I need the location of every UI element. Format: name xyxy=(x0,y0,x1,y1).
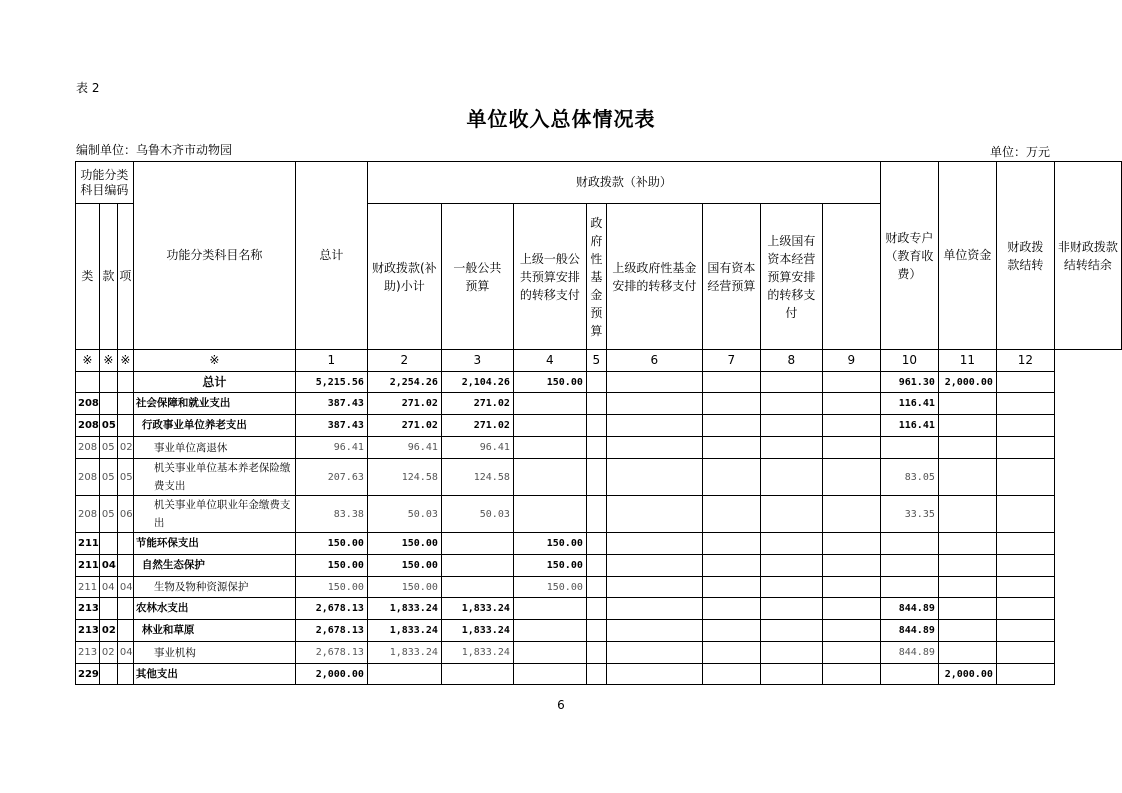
cell-special-fiscal xyxy=(822,533,880,555)
index-col-12: 12 xyxy=(996,350,1054,372)
cell-upper-state-capital-transfer xyxy=(760,577,822,598)
cell-gov-fund-budget xyxy=(586,664,606,685)
cell-nonfiscal-carryover xyxy=(996,496,1054,533)
cell-xiang xyxy=(117,620,133,642)
cell-gov-fund-budget xyxy=(586,642,606,664)
cell-total: 150.00 xyxy=(295,577,367,598)
cell-kuan xyxy=(99,533,117,555)
cell-general-budget xyxy=(441,664,513,685)
cell-fiscal-subtotal: 271.02 xyxy=(367,415,441,437)
cell-total: 2,678.13 xyxy=(295,598,367,620)
cell-upper-gov-fund-transfer xyxy=(606,533,702,555)
cell-upper-general-transfer xyxy=(513,393,586,415)
header-special-fiscal: 财政专户（教育收费） xyxy=(880,162,938,350)
cell-unit-funds xyxy=(880,533,938,555)
cell-carryover xyxy=(938,642,996,664)
index-col-9: 9 xyxy=(822,350,880,372)
cell-kuan xyxy=(99,393,117,415)
cell-unit-funds xyxy=(880,664,938,685)
cell-lei: 229 xyxy=(76,664,100,685)
cell-special-fiscal xyxy=(822,393,880,415)
table-row xyxy=(76,577,1122,598)
table-row xyxy=(76,372,1122,393)
cell-xiang xyxy=(117,415,133,437)
cell-nonfiscal-carryover xyxy=(996,533,1054,555)
cell-state-capital-budget xyxy=(702,533,760,555)
cell-upper-gov-fund-transfer xyxy=(606,415,702,437)
cell-nonfiscal-carryover xyxy=(996,664,1054,685)
index-name: ※ xyxy=(133,350,295,372)
cell-total: 2,678.13 xyxy=(295,620,367,642)
org-label: 编制单位：乌鲁木齐市动物园 xyxy=(76,143,233,157)
cell-total: 387.43 xyxy=(295,415,367,437)
cell-upper-state-capital-transfer xyxy=(760,496,822,533)
cell-nonfiscal-carryover xyxy=(996,555,1054,577)
cell-carryover: 2,000.00 xyxy=(938,664,996,685)
cell-nonfiscal-carryover xyxy=(996,372,1054,393)
cell-xiang xyxy=(117,555,133,577)
cell-special-fiscal xyxy=(822,664,880,685)
cell-xiang xyxy=(117,598,133,620)
cell-upper-state-capital-transfer xyxy=(760,555,822,577)
index-col-2: 2 xyxy=(367,350,441,372)
index-col-7: 7 xyxy=(702,350,760,372)
cell-total: 150.00 xyxy=(295,555,367,577)
cell-upper-state-capital-transfer xyxy=(760,620,822,642)
cell-gov-fund-budget xyxy=(586,598,606,620)
table-row xyxy=(76,496,1122,533)
cell-total: 2,000.00 xyxy=(295,664,367,685)
cell-upper-general-transfer: 150.00 xyxy=(513,372,586,393)
cell-func-name: 农林水支出 xyxy=(133,598,295,620)
header-xiang: 项 xyxy=(117,204,133,350)
cell-general-budget: 271.02 xyxy=(441,393,513,415)
table-row xyxy=(76,459,1122,496)
cell-upper-gov-fund-transfer xyxy=(606,496,702,533)
header-state-capital-budget: 国有资本经营预算 xyxy=(702,204,760,350)
cell-total: 5,215.56 xyxy=(295,372,367,393)
table-row xyxy=(76,642,1122,664)
cell-lei xyxy=(76,372,100,393)
cell-state-capital-budget xyxy=(702,620,760,642)
cell-state-capital-budget xyxy=(702,459,760,496)
cell-total: 150.00 xyxy=(295,533,367,555)
cell-kuan: 05 xyxy=(99,437,117,459)
header-nonfiscal-carryover: 非财政拨款结转结余 xyxy=(1054,162,1121,350)
cell-fiscal-subtotal: 2,254.26 xyxy=(367,372,441,393)
cell-unit-funds xyxy=(880,437,938,459)
cell-general-budget xyxy=(441,577,513,598)
cell-general-budget: 124.58 xyxy=(441,459,513,496)
cell-upper-state-capital-transfer xyxy=(760,533,822,555)
cell-general-budget xyxy=(441,555,513,577)
header-kuan: 款 xyxy=(99,204,117,350)
cell-fiscal-subtotal: 271.02 xyxy=(367,393,441,415)
cell-gov-fund-budget xyxy=(586,393,606,415)
cell-special-fiscal xyxy=(822,598,880,620)
cell-xiang: 05 xyxy=(117,459,133,496)
cell-general-budget: 1,833.24 xyxy=(441,620,513,642)
cell-unit-funds xyxy=(880,555,938,577)
cell-state-capital-budget xyxy=(702,393,760,415)
cell-special-fiscal xyxy=(822,372,880,393)
cell-fiscal-subtotal: 124.58 xyxy=(367,459,441,496)
cell-fiscal-subtotal: 1,833.24 xyxy=(367,620,441,642)
header-total: 总计 xyxy=(295,162,367,350)
table-label: 表 2 xyxy=(76,81,100,95)
cell-upper-state-capital-transfer xyxy=(760,437,822,459)
index-col-3: 3 xyxy=(441,350,513,372)
cell-state-capital-budget xyxy=(702,577,760,598)
cell-fiscal-subtotal: 96.41 xyxy=(367,437,441,459)
cell-upper-state-capital-transfer xyxy=(760,393,822,415)
cell-upper-state-capital-transfer xyxy=(760,598,822,620)
income-table xyxy=(75,161,1122,685)
index-col-6: 6 xyxy=(606,350,702,372)
cell-upper-state-capital-transfer xyxy=(760,415,822,437)
cell-upper-gov-fund-transfer xyxy=(606,642,702,664)
cell-kuan: 04 xyxy=(99,577,117,598)
cell-gov-fund-budget xyxy=(586,459,606,496)
cell-kuan: 04 xyxy=(99,555,117,577)
cell-lei: 208 xyxy=(76,415,100,437)
cell-special-fiscal xyxy=(822,555,880,577)
cell-gov-fund-budget xyxy=(586,620,606,642)
header-gov-fund-budget: 政府性基金预算 xyxy=(586,204,606,350)
cell-general-budget: 1,833.24 xyxy=(441,598,513,620)
cell-total: 83.38 xyxy=(295,496,367,533)
cell-func-name: 社会保障和就业支出 xyxy=(133,393,295,415)
cell-upper-general-transfer xyxy=(513,620,586,642)
cell-general-budget: 2,104.26 xyxy=(441,372,513,393)
cell-nonfiscal-carryover xyxy=(996,415,1054,437)
cell-upper-general-transfer xyxy=(513,437,586,459)
index-xiang: ※ xyxy=(117,350,133,372)
cell-upper-general-transfer xyxy=(513,459,586,496)
cell-carryover xyxy=(938,577,996,598)
cell-upper-general-transfer xyxy=(513,415,586,437)
cell-state-capital-budget xyxy=(702,664,760,685)
cell-state-capital-budget xyxy=(702,437,760,459)
cell-func-name: 事业机构 xyxy=(133,642,295,664)
cell-xiang xyxy=(117,372,133,393)
cell-total: 207.63 xyxy=(295,459,367,496)
cell-xiang xyxy=(117,664,133,685)
header-fiscal-group: 财政拨款（补助） xyxy=(367,162,880,204)
cell-carryover: 2,000.00 xyxy=(938,372,996,393)
cell-kuan: 05 xyxy=(99,496,117,533)
header-carryover: 财政拨款结转 xyxy=(996,162,1054,350)
cell-upper-general-transfer: 150.00 xyxy=(513,533,586,555)
cell-func-name: 节能环保支出 xyxy=(133,533,295,555)
cell-state-capital-budget xyxy=(702,372,760,393)
header-upper-general-transfer: 上级一般公共预算安排的转移支付 xyxy=(513,204,586,350)
cell-func-name: 机关事业单位基本养老保险缴费支出 xyxy=(133,459,295,496)
cell-lei: 213 xyxy=(76,620,100,642)
cell-general-budget xyxy=(441,533,513,555)
index-col-8: 8 xyxy=(760,350,822,372)
cell-upper-gov-fund-transfer xyxy=(606,372,702,393)
cell-upper-gov-fund-transfer xyxy=(606,664,702,685)
cell-gov-fund-budget xyxy=(586,533,606,555)
cell-upper-gov-fund-transfer xyxy=(606,620,702,642)
cell-gov-fund-budget xyxy=(586,415,606,437)
cell-gov-fund-budget xyxy=(586,577,606,598)
header-func-code: 功能分类科目编码 xyxy=(76,162,134,204)
cell-upper-state-capital-transfer xyxy=(760,372,822,393)
cell-lei: 208 xyxy=(76,437,100,459)
cell-kuan: 05 xyxy=(99,415,117,437)
cell-func-name: 机关事业单位职业年金缴费支出 xyxy=(133,496,295,533)
cell-unit-funds: 844.89 xyxy=(880,642,938,664)
cell-carryover xyxy=(938,533,996,555)
cell-carryover xyxy=(938,437,996,459)
cell-upper-gov-fund-transfer xyxy=(606,555,702,577)
cell-upper-general-transfer xyxy=(513,642,586,664)
cell-lei: 211 xyxy=(76,533,100,555)
cell-func-name: 行政事业单位养老支出 xyxy=(133,415,295,437)
cell-special-fiscal xyxy=(822,620,880,642)
cell-nonfiscal-carryover xyxy=(996,577,1054,598)
cell-unit-funds: 33.35 xyxy=(880,496,938,533)
cell-state-capital-budget xyxy=(702,555,760,577)
cell-upper-state-capital-transfer xyxy=(760,664,822,685)
cell-carryover xyxy=(938,598,996,620)
cell-upper-general-transfer xyxy=(513,496,586,533)
cell-fiscal-subtotal: 150.00 xyxy=(367,533,441,555)
index-col-10: 10 xyxy=(880,350,938,372)
cell-fiscal-subtotal xyxy=(367,664,441,685)
cell-unit-funds: 116.41 xyxy=(880,393,938,415)
cell-general-budget: 1,833.24 xyxy=(441,642,513,664)
header-upper-state-capital-transfer: 上级国有资本经营预算安排的转移支付 xyxy=(760,204,822,350)
cell-lei: 211 xyxy=(76,555,100,577)
cell-carryover xyxy=(938,393,996,415)
cell-fiscal-subtotal: 150.00 xyxy=(367,577,441,598)
cell-func-name: 林业和草原 xyxy=(133,620,295,642)
cell-unit-funds: 844.89 xyxy=(880,620,938,642)
cell-xiang: 04 xyxy=(117,577,133,598)
cell-lei: 213 xyxy=(76,598,100,620)
table-row xyxy=(76,533,1122,555)
cell-xiang: 06 xyxy=(117,496,133,533)
cell-unit-funds: 961.30 xyxy=(880,372,938,393)
cell-total: 2,678.13 xyxy=(295,642,367,664)
cell-special-fiscal xyxy=(822,437,880,459)
cell-unit-funds: 116.41 xyxy=(880,415,938,437)
cell-upper-gov-fund-transfer xyxy=(606,459,702,496)
cell-unit-funds: 83.05 xyxy=(880,459,938,496)
cell-carryover xyxy=(938,496,996,533)
cell-nonfiscal-carryover xyxy=(996,459,1054,496)
cell-func-name: 事业单位离退休 xyxy=(133,437,295,459)
cell-fiscal-subtotal: 150.00 xyxy=(367,555,441,577)
table-row xyxy=(76,664,1122,685)
index-lei: ※ xyxy=(76,350,100,372)
cell-lei: 208 xyxy=(76,393,100,415)
cell-func-name: 总计 xyxy=(133,372,295,393)
table-row xyxy=(76,393,1122,415)
cell-kuan xyxy=(99,664,117,685)
cell-carryover xyxy=(938,620,996,642)
cell-upper-general-transfer: 150.00 xyxy=(513,577,586,598)
cell-fiscal-subtotal: 1,833.24 xyxy=(367,642,441,664)
cell-upper-gov-fund-transfer xyxy=(606,437,702,459)
index-col-4: 4 xyxy=(513,350,586,372)
cell-special-fiscal xyxy=(822,459,880,496)
cell-gov-fund-budget xyxy=(586,437,606,459)
header-func-name: 功能分类科目名称 xyxy=(133,162,295,350)
cell-special-fiscal xyxy=(822,496,880,533)
cell-xiang xyxy=(117,393,133,415)
cell-nonfiscal-carryover xyxy=(996,393,1054,415)
index-col-11: 11 xyxy=(938,350,996,372)
cell-xiang: 04 xyxy=(117,642,133,664)
cell-upper-gov-fund-transfer xyxy=(606,598,702,620)
header-upper-gov-fund-transfer: 上级政府性基金安排的转移支付 xyxy=(606,204,702,350)
cell-lei: 208 xyxy=(76,459,100,496)
cell-func-name: 其他支出 xyxy=(133,664,295,685)
cell-upper-gov-fund-transfer xyxy=(606,577,702,598)
cell-special-fiscal xyxy=(822,642,880,664)
cell-kuan: 02 xyxy=(99,620,117,642)
header-fiscal-subtotal: 财政拨款(补助)小计 xyxy=(367,204,441,350)
cell-carryover xyxy=(938,415,996,437)
cell-general-budget: 96.41 xyxy=(441,437,513,459)
cell-kuan xyxy=(99,598,117,620)
cell-upper-general-transfer: 150.00 xyxy=(513,555,586,577)
cell-func-name: 生物及物种资源保护 xyxy=(133,577,295,598)
cell-xiang xyxy=(117,533,133,555)
table-row xyxy=(76,555,1122,577)
table-row xyxy=(76,620,1122,642)
cell-state-capital-budget xyxy=(702,642,760,664)
table-row xyxy=(76,598,1122,620)
table-row xyxy=(76,437,1122,459)
cell-upper-gov-fund-transfer xyxy=(606,393,702,415)
cell-gov-fund-budget xyxy=(586,555,606,577)
cell-general-budget: 50.03 xyxy=(441,496,513,533)
cell-lei: 208 xyxy=(76,496,100,533)
cell-func-name: 自然生态保护 xyxy=(133,555,295,577)
index-col-1: 1 xyxy=(295,350,367,372)
cell-nonfiscal-carryover xyxy=(996,642,1054,664)
cell-nonfiscal-carryover xyxy=(996,598,1054,620)
cell-kuan: 05 xyxy=(99,459,117,496)
table-row xyxy=(76,415,1122,437)
unit-label: 单位：万元 xyxy=(989,145,1050,159)
cell-kuan: 02 xyxy=(99,642,117,664)
cell-xiang: 02 xyxy=(117,437,133,459)
cell-kuan xyxy=(99,372,117,393)
cell-lei: 213 xyxy=(76,642,100,664)
header-unit-funds: 单位资金 xyxy=(938,162,996,350)
cell-nonfiscal-carryover xyxy=(996,620,1054,642)
cell-upper-state-capital-transfer xyxy=(760,642,822,664)
cell-total: 387.43 xyxy=(295,393,367,415)
cell-upper-general-transfer xyxy=(513,598,586,620)
index-kuan: ※ xyxy=(99,350,117,372)
cell-upper-state-capital-transfer xyxy=(760,459,822,496)
cell-state-capital-budget xyxy=(702,496,760,533)
page-title: 单位收入总体情况表 xyxy=(466,107,656,131)
header-general-budget: 一般公共预算 xyxy=(441,204,513,350)
cell-total: 96.41 xyxy=(295,437,367,459)
header-lei: 类 xyxy=(76,204,100,350)
cell-fiscal-subtotal: 50.03 xyxy=(367,496,441,533)
cell-unit-funds: 844.89 xyxy=(880,598,938,620)
cell-state-capital-budget xyxy=(702,598,760,620)
cell-general-budget: 271.02 xyxy=(441,415,513,437)
cell-lei: 211 xyxy=(76,577,100,598)
cell-fiscal-subtotal: 1,833.24 xyxy=(367,598,441,620)
page-number: 6 xyxy=(557,698,565,712)
cell-special-fiscal xyxy=(822,415,880,437)
cell-carryover xyxy=(938,555,996,577)
cell-unit-funds xyxy=(880,577,938,598)
cell-carryover xyxy=(938,459,996,496)
cell-state-capital-budget xyxy=(702,415,760,437)
cell-gov-fund-budget xyxy=(586,372,606,393)
cell-upper-general-transfer xyxy=(513,664,586,685)
cell-special-fiscal xyxy=(822,577,880,598)
cell-gov-fund-budget xyxy=(586,496,606,533)
index-col-5: 5 xyxy=(586,350,606,372)
cell-nonfiscal-carryover xyxy=(996,437,1054,459)
